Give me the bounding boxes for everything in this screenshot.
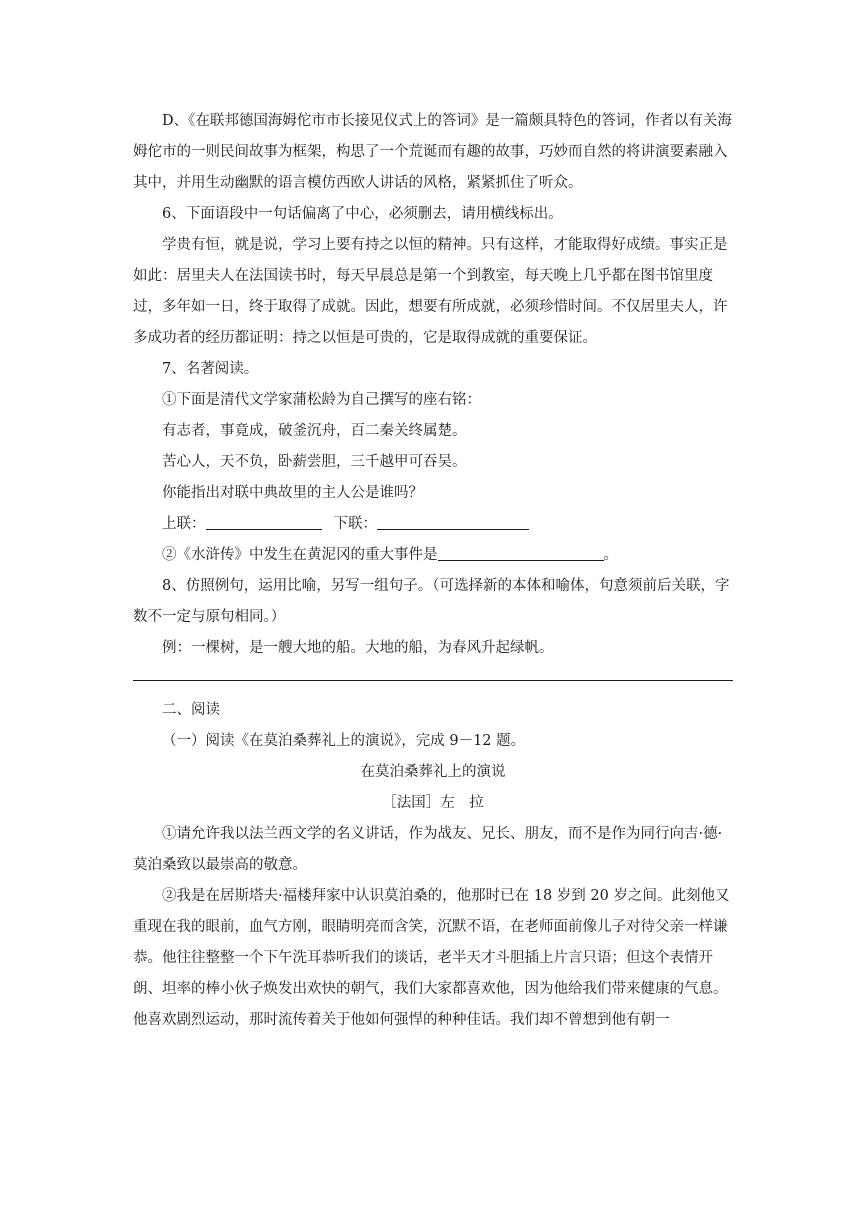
couplet-lower: 苦心人，天不负，卧薪尝胆，三千越甲可吞吴。 <box>162 454 467 470</box>
upper-couplet-label: 上联： <box>162 516 206 532</box>
couplet-upper: 有志者，事竟成，破釜沉舟，百二秦关终属楚。 <box>162 423 467 439</box>
article-title: 在莫泊桑葬礼上的演说 <box>360 764 506 780</box>
upper-couplet-answer-blank[interactable] <box>206 514 322 530</box>
article-paragraph-2: ②我是在居斯塔夫·福楼拜家中认识莫泊桑的，他那时已在 18 岁到 20 岁之间。此刻他又重现在我的眼前，血气方刚，眼睛明亮而含笑，沉默不语，在老师面前像儿子对待父亲一样谦恭。他往往整整一个下午洗耳恭听我们的谈话，老半天才斗胆插上片言只语；但这个表情开朗、坦率的棒小伙子焕发出欢快的朝气，我们大家都喜欢他，因为他给我们带来健康的气息。他喜欢剧烈运动，那时流传着关于他如何强悍的种种佳话。我们却不曾想到他有朝一 <box>133 888 730 1028</box>
reading-1-instructions: （一）阅读《在莫泊桑葬礼上的演说》，完成 9－12 题。 <box>162 733 526 749</box>
question-7-part-1: ①下面是清代文学家蒲松龄为自己撰写的座右铭： <box>162 392 481 408</box>
document-body <box>133 106 733 1036</box>
question-7-prompt: 你能指出对联中典故里的主人公是谁吗？ <box>162 485 423 501</box>
option-d-paragraph: D、《在联邦德国海姆佗市市长接见仪式上的答词》是一篇颇具特色的答词，作者以有关海姆佗市的一则民间故事为框架，构思了一个荒诞而有趣的故事，巧妙而自然的将讲演要素融入其中，并用生动幽默的语言模仿西欧人讲话的风格，紧紧抓住了听众。 <box>133 113 732 191</box>
question-8: 8、仿照例句，运用比喻，另写一组句子。（可选择新的本体和喻体，句意须前后关联，字数不一定与原句相同。） <box>133 578 730 625</box>
article-author: ［法国］左 拉 <box>382 795 484 811</box>
lower-couplet-answer-blank[interactable] <box>377 514 529 530</box>
huangnigang-answer-blank[interactable] <box>438 545 604 561</box>
answer-line-couplets <box>133 509 733 540</box>
question-7: 7、名著阅读。 <box>162 361 259 377</box>
question-7-part-2-end: 。 <box>603 547 618 563</box>
question-8-answer-line[interactable] <box>133 664 733 681</box>
section-2-heading: 二、阅读 <box>162 702 220 718</box>
question-6-passage: 学贵有恒，就是说，学习上要有持之以恒的精神。只有这样，才能取得好成绩。事实正是如此：居里夫人在法国读书时，每天早晨总是第一个到教室，每天晚上几乎都在图书馆里度过，多年如一日，终于取得了成就。因此，想要有所成就，必须珍惜时间。不仅居里夫人，许多成功者的经历都证明：持之以恒是可贵的，它是取得成就的重要保证。 <box>133 237 728 346</box>
question-8-example: 例：一棵树，是一艘大地的船。大地的船，为春风升起绿帆。 <box>162 640 554 656</box>
question-7-part-2-text: ②《水浒传》中发生在黄泥冈的重大事件是 <box>162 547 438 563</box>
question-7-part-2 <box>133 540 733 571</box>
lower-couplet-label: 下联： <box>333 516 377 532</box>
question-6: 6、下面语段中一句话偏离了中心，必须删去，请用横线标出。 <box>162 206 563 222</box>
article-paragraph-1: ①请允许我以法兰西文学的名义讲话，作为战友、兄长、朋友，而不是作为同行向吉·德·莫泊桑致以最崇高的敬意。 <box>133 826 723 873</box>
